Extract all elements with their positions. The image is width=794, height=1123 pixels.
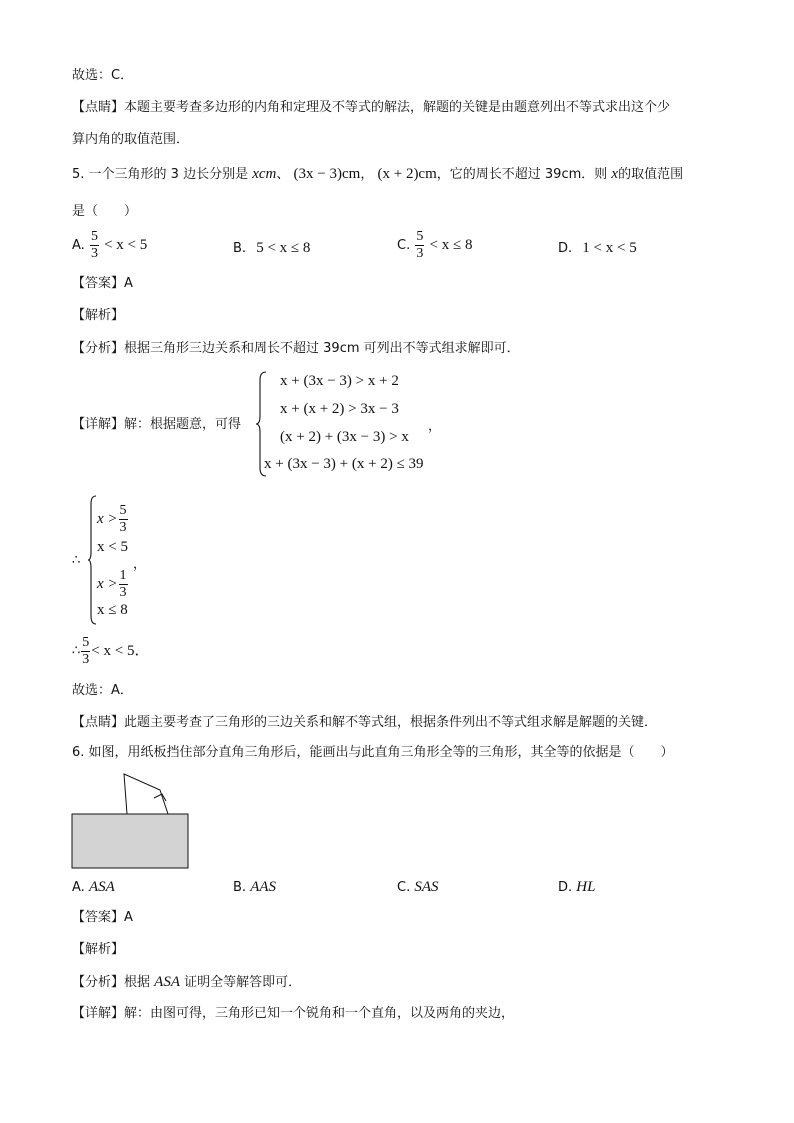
q6-fenxi bbox=[72, 973, 301, 992]
q4-comment-line2: 算内角的取值范围． bbox=[72, 132, 190, 147]
fraction-den: 3 bbox=[416, 246, 424, 261]
q6-stem-text: 如图，用纸板挡住部分直角三角形后，能画出与此直角三角形全等的三角形，其全等的依据是（ ） bbox=[88, 745, 674, 760]
q5-result bbox=[72, 636, 149, 670]
answer-tag: 【答案】 bbox=[72, 276, 125, 291]
detail-text: 解：根据题意，可得 bbox=[124, 417, 242, 432]
option-text: 5 < x ≤ 8 bbox=[256, 240, 311, 256]
option-text: < x ≤ 8 bbox=[429, 237, 473, 253]
system-2-row bbox=[97, 504, 129, 535]
detail-text: 解：由图可得，三角形已知一个锐角和一个直角，以及两角的夹边， bbox=[124, 1006, 515, 1021]
fraction-den: 3 bbox=[119, 585, 127, 600]
q6-option-d[interactable] bbox=[558, 878, 595, 897]
option-label: C. bbox=[397, 238, 411, 253]
q5-stem-c: 的取值范围 bbox=[618, 167, 684, 182]
system-1-tail: ， bbox=[428, 419, 442, 434]
detail-tag: 【详解】 bbox=[72, 1006, 125, 1021]
fenxi-var: ASA bbox=[154, 974, 180, 990]
row-lhs: x > bbox=[97, 575, 118, 592]
q5-stem-line2: 是（ ） bbox=[72, 204, 138, 219]
variable-x: x bbox=[611, 166, 619, 182]
option-label: D. bbox=[558, 241, 573, 256]
fenxi-tag: 【分析】 bbox=[72, 341, 125, 356]
q5-analysis-tag: 【解析】 bbox=[72, 308, 125, 323]
fraction bbox=[90, 230, 99, 261]
system-2-row: x < 5 bbox=[97, 539, 128, 555]
triangle-cardboard-figure bbox=[70, 770, 200, 870]
system-2-row bbox=[97, 569, 129, 600]
q6-option-b[interactable] bbox=[233, 878, 276, 897]
cardboard bbox=[72, 814, 188, 868]
answer-tag: 【答案】 bbox=[72, 910, 125, 925]
fraction bbox=[119, 569, 128, 600]
q6-option-a[interactable] bbox=[72, 878, 115, 897]
q5-option-b[interactable] bbox=[233, 239, 310, 258]
q5-comment bbox=[72, 714, 657, 732]
question-number: 5. bbox=[72, 167, 85, 182]
detail-tag: 【详解】 bbox=[72, 417, 125, 432]
inequality-system-1 bbox=[256, 370, 446, 478]
q5-answer bbox=[72, 275, 133, 293]
q6-analysis-tag: 【解析】 bbox=[72, 942, 125, 957]
result-text: < x < 5． bbox=[91, 643, 150, 659]
option-text: ASA bbox=[88, 879, 115, 895]
fraction bbox=[415, 230, 424, 261]
fenxi-text-a: 根据 bbox=[124, 975, 151, 990]
system-2-row: x ≤ 8 bbox=[97, 602, 128, 618]
option-label: B. bbox=[233, 880, 247, 895]
fraction-num: 5 bbox=[90, 229, 98, 244]
answer-value: A bbox=[124, 910, 133, 925]
q5-option-c[interactable] bbox=[397, 230, 472, 264]
option-label: C. bbox=[397, 880, 411, 895]
fraction-num: 5 bbox=[82, 635, 90, 650]
comment-tag: 【点睛】 bbox=[72, 715, 125, 730]
fraction-den: 3 bbox=[90, 246, 98, 261]
side-2: (3x − 3)cm bbox=[293, 166, 361, 182]
fraction-den: 3 bbox=[82, 652, 90, 667]
option-label: D. bbox=[558, 880, 573, 895]
q5-stem bbox=[72, 165, 683, 184]
q4-comment-text: 本题主要考查多边形的内角和定理及不等式的解法，解题的关键是由题意列出不等式求出这个少 bbox=[124, 100, 671, 115]
answer-value: A bbox=[124, 276, 133, 291]
q6-stem bbox=[72, 744, 674, 762]
q5-detail bbox=[72, 416, 241, 434]
therefore-symbol: ∴ bbox=[72, 553, 81, 568]
q5-option-d[interactable] bbox=[558, 239, 637, 258]
option-text: HL bbox=[576, 879, 596, 895]
question-number: 6. bbox=[72, 745, 85, 760]
separator-comma: ， bbox=[360, 167, 374, 182]
fenxi-text-b: 证明全等解答即可． bbox=[184, 975, 302, 990]
fraction-den: 3 bbox=[119, 520, 127, 535]
fenxi-text: 根据三角形三边关系和周长不超过 39cm 可列出不等式组求解即可． bbox=[124, 341, 520, 356]
system-1-row: x + (3x − 3) > x + 2 bbox=[280, 373, 399, 389]
option-label: A. bbox=[72, 238, 85, 253]
system-2-tail: ， bbox=[133, 557, 147, 572]
comment-tag: 【点睛】 bbox=[72, 100, 125, 115]
fraction-num: 5 bbox=[119, 503, 127, 518]
q5-stem-a: 一个三角形的 3 边长分别是 bbox=[88, 167, 249, 182]
comment-text: 此题主要考查了三角形的三边关系和解不等式组，根据条件列出不等式组求解是解题的关键． bbox=[124, 715, 658, 730]
q6-answer bbox=[72, 909, 133, 927]
option-text: 1 < x < 5 bbox=[582, 240, 637, 256]
therefore-symbol: ∴ bbox=[72, 643, 81, 659]
option-label: B. bbox=[233, 241, 247, 256]
q5-choose: 故选：A． bbox=[72, 683, 133, 698]
q4-comment bbox=[72, 99, 670, 117]
fenxi-tag: 【分析】 bbox=[72, 975, 125, 990]
separator: 、 bbox=[276, 167, 290, 182]
system-1-row: x + (x + 2) > 3x − 3 bbox=[280, 401, 399, 417]
fraction bbox=[81, 636, 90, 667]
q5-fenxi bbox=[72, 340, 520, 358]
fraction-num: 1 bbox=[119, 568, 127, 583]
option-text: < x < 5 bbox=[104, 237, 148, 253]
q6-detail bbox=[72, 1005, 514, 1023]
q5-option-a[interactable] bbox=[72, 230, 147, 264]
row-lhs: x > bbox=[97, 510, 118, 527]
q5-stem-b: ，它的周长不超过 39cm．则 bbox=[436, 167, 608, 182]
option-text: SAS bbox=[414, 879, 439, 895]
option-label: A. bbox=[72, 880, 85, 895]
fraction-num: 5 bbox=[416, 229, 424, 244]
option-text: AAS bbox=[250, 879, 277, 895]
q4-choose: 故选：C． bbox=[72, 68, 134, 83]
side-3: (x + 2)cm bbox=[377, 166, 437, 182]
side-1: xcm bbox=[252, 166, 277, 182]
system-1-row: (x + 2) + (3x − 3) > x bbox=[280, 429, 409, 445]
q6-option-c[interactable] bbox=[397, 878, 439, 897]
fraction bbox=[119, 504, 128, 535]
system-1-row: x + (3x − 3) + (x + 2) ≤ 39 bbox=[264, 456, 424, 472]
